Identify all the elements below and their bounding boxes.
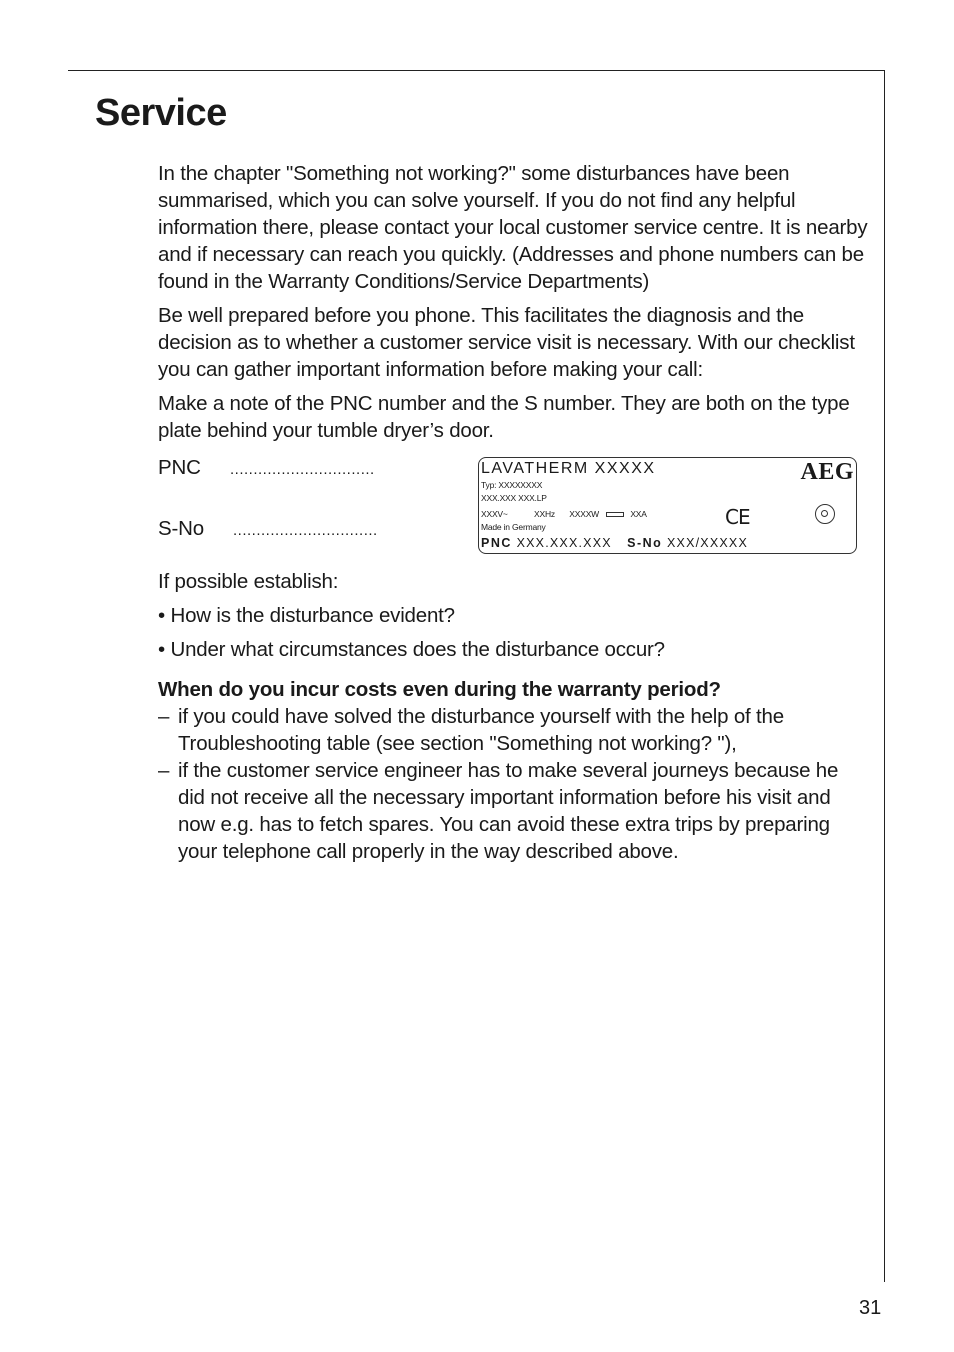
- page-title: Service: [95, 92, 227, 134]
- establish-intro: If possible establish:: [158, 570, 339, 593]
- plate-sno-value: XXX/XXXXX: [667, 536, 748, 550]
- page-number: 31: [859, 1297, 882, 1319]
- list-item: • Under what circumstances does the disturbance occur?: [158, 638, 665, 661]
- list-item: [158, 757, 868, 865]
- pnc-label: PNC: [158, 456, 201, 479]
- warranty-heading: When do you incur costs even during the warranty period?: [158, 678, 721, 701]
- top-rule: [68, 70, 885, 71]
- note-paragraph: Make a note of the PNC number and the S number. They are both on the type plate behind your tumble dryer’s door.: [158, 392, 850, 442]
- list-item-text: if you could have solved the disturbance yourself with the help of the Troubleshooting table (see section "Something not working? "),: [178, 705, 784, 755]
- plate-amp: XXA: [630, 509, 647, 519]
- warranty-list: [158, 703, 868, 865]
- plate-sno-label: S-No: [627, 536, 663, 550]
- plate-volt: XXXV~: [481, 509, 508, 519]
- sno-dots: ...............................: [233, 522, 378, 539]
- plate-watt: XXXXW: [569, 509, 599, 519]
- plate-numbers: [481, 535, 748, 551]
- main-content: [158, 160, 868, 865]
- type-plate: [478, 457, 857, 554]
- list-item: [158, 703, 868, 757]
- dash-marker: –: [158, 705, 170, 728]
- plate-pnc-label: PNC: [481, 536, 512, 550]
- certification-icon: [815, 504, 835, 524]
- list-item: • How is the disturbance evident?: [158, 604, 455, 627]
- plate-typ: Typ: XXXXXXXX: [481, 480, 543, 490]
- list-item-text: if the customer service engineer has to make several journeys because he did not receive all the necessary important information before his visit and now e.g. has to fetch spares. You can avoid these extra trips by preparing your telephone call properly in the way described above.: [178, 759, 839, 863]
- establish-list: [158, 602, 868, 663]
- dash-marker: –: [158, 759, 170, 782]
- note-fields: [158, 448, 868, 568]
- pnc-field: [158, 454, 375, 481]
- plate-code: XXX.XXX XXX.LP: [481, 493, 547, 503]
- fuse-icon: [606, 512, 624, 517]
- prepare-paragraph: Be well prepared before you phone. This facilitates the diagnosis and the decision as to whether a customer service visit is necessary. With our checklist you can gather important information before making your call:: [158, 304, 855, 381]
- intro-paragraph: In the chapter "Something not working?" some disturbances have been summarised, which you can solve yourself. If you do not find any helpful information there, please contact your local customer service centre. It is nearby and if necessary can reach you quickly. (Addresses and phone numbers can be found in the Warranty Conditions/Service Departments): [158, 162, 868, 293]
- plate-model: LAVATHERM XXXXX: [481, 460, 656, 477]
- ce-mark-icon: CE: [725, 505, 750, 529]
- plate-hz: XXHz: [534, 509, 555, 519]
- plate-made: Made in Germany: [481, 522, 546, 532]
- plate-ratings: [481, 508, 647, 520]
- plate-pnc-value: XXX.XXX.XXX: [516, 536, 612, 550]
- sno-field: [158, 515, 378, 542]
- brand-logo: AEG: [800, 459, 854, 485]
- sno-label: S-No: [158, 517, 204, 540]
- pnc-dots: ...............................: [230, 461, 375, 478]
- right-rule: [884, 70, 885, 1282]
